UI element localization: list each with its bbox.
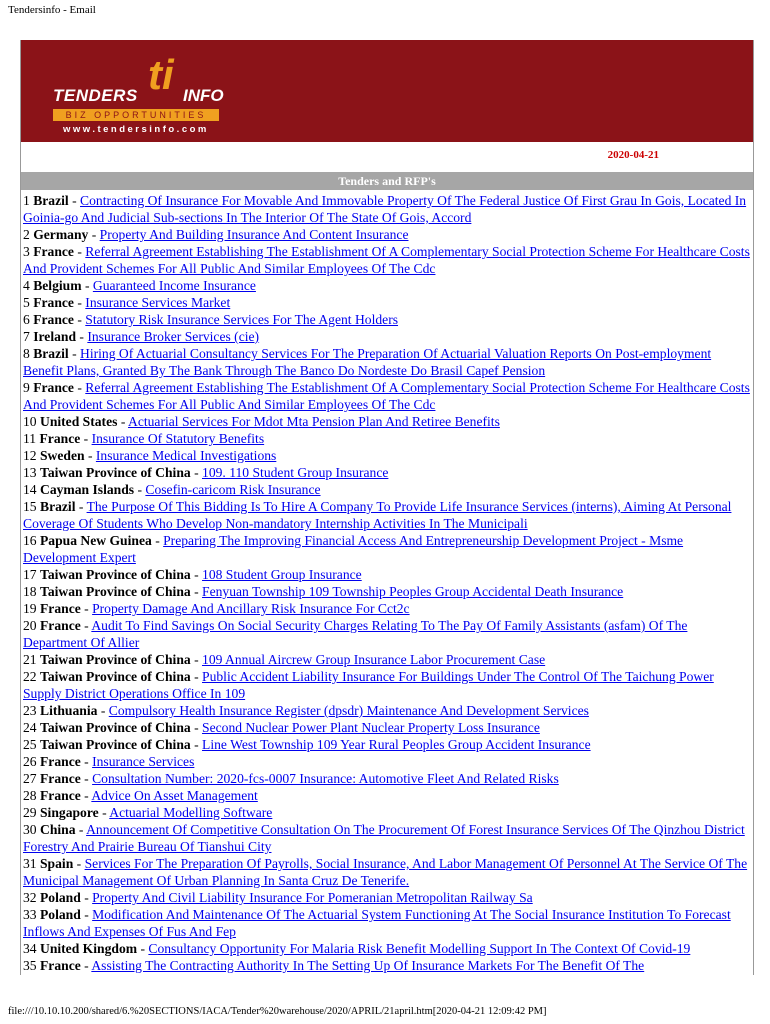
tender-country: France: [40, 771, 81, 786]
email-date: 2020-04-21: [607, 149, 659, 161]
tender-title-link[interactable]: Referral Agreement Establishing The Establishment Of A Complementary Social Protection Scheme For Healthcare Costs And Provident Schemes For All Public And Similar Employees Of The Cdc: [23, 244, 750, 276]
tender-title-link[interactable]: Insurance Broker Services (cie): [87, 329, 260, 344]
tender-country: Taiwan Province of China: [40, 720, 191, 735]
tender-number: 22: [23, 669, 37, 684]
tender-country: Papua New Guinea: [40, 533, 152, 548]
tender-item: 23 Lithuania - Compulsory Health Insurance Register (dpsdr) Maintenance And Development Services: [23, 703, 589, 718]
tender-number: 12: [23, 448, 37, 463]
tender-title-link[interactable]: Announcement Of Competitive Consultation On The Procurement Of Forest Insurance Services Of The Qinzhou District Forestry And Prairie Bureau Of Tianshui City: [23, 822, 745, 854]
tender-title-link[interactable]: Property Damage And Ancillary Risk Insurance For Cct2c: [92, 601, 410, 616]
tender-item: 19 France - Property Damage And Ancillary Risk Insurance For Cct2c: [23, 601, 410, 616]
tender-item: 4 Belgium - Guaranteed Income Insurance: [23, 278, 256, 293]
tender-country: Cayman Islands: [40, 482, 135, 497]
tender-title-link[interactable]: Statutory Risk Insurance Services For The Agent Holders: [85, 312, 399, 327]
tender-item: 33 Poland - Modification And Maintenance Of The Actuarial System Functioning At The Social Insurance Institution To Forecast Inflows And Expenses Of Fus And Fep: [23, 907, 731, 939]
tender-country: Taiwan Province of China: [40, 652, 191, 667]
tender-title-link[interactable]: Actuarial Services For Mdot Mta Pension Plan And Retiree Benefits: [128, 414, 500, 429]
tender-title-link[interactable]: 109. 110 Student Group Insurance: [202, 465, 389, 480]
tender-title-link[interactable]: Advice On Asset Management: [91, 788, 258, 803]
tender-item: 6 France - Statutory Risk Insurance Services For The Agent Holders: [23, 312, 399, 327]
tender-country: Lithuania: [40, 703, 98, 718]
tender-number: 32: [23, 890, 37, 905]
tender-country: Poland: [40, 890, 81, 905]
tender-country: Taiwan Province of China: [40, 584, 191, 599]
tender-title-link[interactable]: Guaranteed Income Insurance: [92, 278, 256, 293]
tender-number: 7: [23, 329, 30, 344]
tender-number: 31: [23, 856, 37, 871]
tender-number: 26: [23, 754, 37, 769]
tender-title-link[interactable]: Services For The Preparation Of Payrolls, Social Insurance, And Labor Management Of Personnel At The Service Of The Municipal Management Of Urban Planning In Santa Cruz De Tenerife.: [23, 856, 748, 888]
tender-item: 2 Germany - Property And Building Insurance And Content Insurance: [23, 227, 409, 242]
tender-title-link[interactable]: Assisting The Contracting Authority In The Setting Up Of Insurance Markets For The Benefit Of The: [91, 958, 645, 973]
tender-item: 25 Taiwan Province of China - Line West Township 109 Year Rural Peoples Group Accident Insurance: [23, 737, 591, 752]
tender-number: 5: [23, 295, 30, 310]
tender-number: 33: [23, 907, 37, 922]
tender-title-link[interactable]: Insurance Services Market: [85, 295, 231, 310]
tender-item: 28 France - Advice On Asset Management: [23, 788, 258, 803]
tender-country: France: [33, 380, 74, 395]
tender-number: 23: [23, 703, 37, 718]
tender-item: 14 Cayman Islands - Cosefin-caricom Risk Insurance: [23, 482, 321, 497]
tender-country: United Kingdom: [40, 941, 138, 956]
tender-number: 16: [23, 533, 37, 548]
tender-country: United States: [40, 414, 118, 429]
logo-tagline: BIZ OPPORTUNITIES: [53, 109, 219, 121]
tender-item: 5 France - Insurance Services Market: [23, 295, 231, 310]
tender-number: 14: [23, 482, 37, 497]
tender-item: 10 United States - Actuarial Services For Mdot Mta Pension Plan And Retiree Benefits: [23, 414, 500, 429]
tender-title-link[interactable]: Fenyuan Township 109 Township Peoples Group Accidental Death Insurance: [202, 584, 624, 599]
date-row: [21, 142, 753, 172]
tender-title-link[interactable]: Property And Building Insurance And Content Insurance: [99, 227, 409, 242]
tender-item: 30 China - Announcement Of Competitive Consultation On The Procurement Of Forest Insurance Services Of The Qinzhou District Forestry And Prairie Bureau Of Tianshui City: [23, 822, 745, 854]
tender-item: 34 United Kingdom - Consultancy Opportunity For Malaria Risk Benefit Modelling Support In The Context Of Covid-19: [23, 941, 691, 956]
tender-number: 35: [23, 958, 37, 973]
tender-country: France: [33, 295, 74, 310]
tender-list: [23, 192, 751, 974]
tender-country: France: [33, 244, 74, 259]
tender-country: Taiwan Province of China: [40, 465, 191, 480]
tender-title-link[interactable]: Contracting Of Insurance For Movable And Immovable Property Of The Federal Justice Of First Grau In Gois, Located In Goinia-go And Judicial Sub-sections In The Interior Of The State Of Gois, Accord: [23, 193, 747, 225]
tender-title-link[interactable]: Insurance Medical Investigations: [95, 448, 277, 463]
tendersinfo-logo[interactable]: [53, 48, 263, 138]
tender-title-link[interactable]: Consultation Number: 2020-fcs-0007 Insurance: Automotive Fleet And Related Risks: [92, 771, 559, 786]
tender-country: Brazil: [33, 193, 69, 208]
tender-number: 8: [23, 346, 30, 361]
tender-title-link[interactable]: Property And Civil Liability Insurance For Pomeranian Metropolitan Railway Sa: [92, 890, 533, 905]
tender-country: France: [40, 601, 81, 616]
tender-title-link[interactable]: 108 Student Group Insurance: [202, 567, 362, 582]
tender-number: 24: [23, 720, 37, 735]
tender-country: Brazil: [40, 499, 76, 514]
tender-number: 28: [23, 788, 37, 803]
tender-item: 13 Taiwan Province of China - 109. 110 Student Group Insurance: [23, 465, 389, 480]
tender-country: Brazil: [33, 346, 69, 361]
tender-number: 29: [23, 805, 37, 820]
tender-number: 18: [23, 584, 37, 599]
tender-item: 32 Poland - Property And Civil Liability Insurance For Pomeranian Metropolitan Railway Sa: [23, 890, 533, 905]
tender-item: 11 France - Insurance Of Statutory Benefits: [23, 431, 265, 446]
tender-number: 19: [23, 601, 37, 616]
tender-number: 1: [23, 193, 30, 208]
tender-country: Taiwan Province of China: [40, 669, 191, 684]
tender-number: 17: [23, 567, 37, 582]
tender-title-link[interactable]: Modification And Maintenance Of The Actuarial System Functioning At The Social Insurance Institution To Forecast Inflows And Expenses Of Fus And Fep: [23, 907, 731, 939]
tender-title-link[interactable]: Insurance Services: [92, 754, 195, 769]
tender-number: 27: [23, 771, 37, 786]
tender-item: 16 Papua New Guinea - Preparing The Improving Financial Access And Entrepreneurship Development Project - Msme Development Expert: [23, 533, 684, 565]
page-header: Tendersinfo - Email: [8, 4, 96, 16]
tender-number: 15: [23, 499, 37, 514]
header-banner: [21, 40, 753, 142]
tender-number: 13: [23, 465, 37, 480]
tender-title-link[interactable]: Consultancy Opportunity For Malaria Risk Benefit Modelling Support In The Context Of Covid-19: [148, 941, 691, 956]
tender-title-link[interactable]: Audit To Find Savings On Social Security Charges Relating To The Pay Of Family Assistants (asfam) Of The Department Of Allier: [23, 618, 688, 650]
tender-number: 6: [23, 312, 30, 327]
tender-number: 21: [23, 652, 37, 667]
tender-country: Poland: [40, 907, 81, 922]
logo-tenders-text: TENDERS: [53, 86, 138, 105]
tender-item: 18 Taiwan Province of China - Fenyuan Township 109 Township Peoples Group Accidental Death Insurance: [23, 584, 624, 599]
tender-number: 25: [23, 737, 37, 752]
logo-info-text: INFO: [183, 86, 224, 105]
tender-title-link[interactable]: Referral Agreement Establishing The Establishment Of A Complementary Social Protection Scheme For Healthcare Costs And Provident Schemes For All Public And Similar Employees Of The Cdc: [23, 380, 750, 412]
tender-country: Belgium: [33, 278, 82, 293]
tender-item: 22 Taiwan Province of China - Public Accident Liability Insurance For Buildings Under The Control Of The Taichung Power Supply District Operations Office In 109: [23, 669, 714, 701]
tender-title-link[interactable]: The Purpose Of This Bidding Is To Hire A Company To Provide Life Insurance Services (interns), Aiming At Personal Coverage Of Students Who Develop Non-mandatory Internship Activities In The Municipali: [23, 499, 732, 531]
tender-country: Spain: [40, 856, 74, 871]
tender-country: Ireland: [33, 329, 77, 344]
logo-url: www.tendersinfo.com: [63, 124, 209, 135]
tender-number: 11: [23, 431, 37, 446]
tender-item: 8 Brazil - Hiring Of Actuarial Consultancy Services For The Preparation Of Actuarial Valuation Reports On Post-employment Benefit Plans, Granted By The Bank Through The Banco Do Nordeste Do Brasil Capef Pension: [23, 346, 712, 378]
tender-title-link[interactable]: Actuarial Modelling Software: [109, 805, 273, 820]
tender-number: 4: [23, 278, 30, 293]
tender-country: France: [40, 754, 81, 769]
tender-item: 24 Taiwan Province of China - Second Nuclear Power Plant Nuclear Property Loss Insurance: [23, 720, 540, 735]
tender-title-link[interactable]: Insurance Of Statutory Benefits: [91, 431, 265, 446]
section-title: Tenders and RFP's: [21, 172, 753, 190]
tender-country: Germany: [33, 227, 89, 242]
tender-title-link[interactable]: Line West Township 109 Year Rural Peoples Group Accident Insurance: [202, 737, 591, 752]
tender-title-link[interactable]: 109 Annual Aircrew Group Insurance Labor Procurement Case: [202, 652, 546, 667]
tender-item: 21 Taiwan Province of China - 109 Annual Aircrew Group Insurance Labor Procurement Case: [23, 652, 546, 667]
tender-item: 31 Spain - Services For The Preparation Of Payrolls, Social Insurance, And Labor Management Of Personnel At The Service Of The Municipal Management Of Urban Planning In Santa Cruz De Tenerife.: [23, 856, 748, 888]
tender-country: France: [40, 618, 81, 633]
tender-country: France: [40, 958, 81, 973]
tender-number: 20: [23, 618, 37, 633]
email-frame: [20, 40, 754, 975]
tender-number: 34: [23, 941, 37, 956]
tender-item: 12 Sweden - Insurance Medical Investigations: [23, 448, 277, 463]
tender-country: Singapore: [40, 805, 99, 820]
tender-country: France: [33, 312, 74, 327]
tender-item: 17 Taiwan Province of China - 108 Student Group Insurance: [23, 567, 362, 582]
tender-item: 26 France - Insurance Services: [23, 754, 195, 769]
tender-country: China: [40, 822, 76, 837]
tender-number: 2: [23, 227, 30, 242]
tender-country: Taiwan Province of China: [40, 567, 191, 582]
tender-country: France: [40, 788, 81, 803]
tender-country: Sweden: [40, 448, 85, 463]
tender-title-link[interactable]: Compulsory Health Insurance Register (dpsdr) Maintenance And Development Services: [108, 703, 589, 718]
tender-item: 27 France - Consultation Number: 2020-fcs-0007 Insurance: Automotive Fleet And Related Risks: [23, 771, 559, 786]
logo-ti-mark: ti: [148, 51, 174, 98]
tender-number: 9: [23, 380, 30, 395]
tender-title-link[interactable]: Public Accident Liability Insurance For Buildings Under The Control Of The Taichung Power Supply District Operations Office In 109: [23, 669, 714, 701]
tender-item: 1 Brazil - Contracting Of Insurance For Movable And Immovable Property Of The Federal Justice Of First Grau In Gois, Located In Goinia-go And Judicial Sub-sections In The Interior Of The State Of Gois, Accord: [23, 193, 747, 225]
tender-number: 10: [23, 414, 37, 429]
tender-title-link[interactable]: Hiring Of Actuarial Consultancy Services For The Preparation Of Actuarial Valuation Reports On Post-employment Benefit Plans, Granted By The Bank Through The Banco Do Nordeste Do Brasil Capef Pension: [23, 346, 712, 378]
tender-item: 15 Brazil - The Purpose Of This Bidding Is To Hire A Company To Provide Life Insurance Services (interns), Aiming At Personal Coverage Of Students Who Develop Non-mandatory Internship Activities In The Municipali: [23, 499, 732, 531]
tender-country: Taiwan Province of China: [40, 737, 191, 752]
tender-item: 3 France - Referral Agreement Establishing The Establishment Of A Complementary Social Protection Scheme For Healthcare Costs And Provident Schemes For All Public And Similar Employees Of The Cdc: [23, 244, 750, 276]
tender-number: 3: [23, 244, 30, 259]
tender-title-link[interactable]: Cosefin-caricom Risk Insurance: [145, 482, 321, 497]
tender-number: 30: [23, 822, 37, 837]
tender-item: 9 France - Referral Agreement Establishing The Establishment Of A Complementary Social Protection Scheme For Healthcare Costs And Provident Schemes For All Public And Similar Employees Of The Cdc: [23, 380, 750, 412]
tender-country: France: [39, 431, 81, 446]
page-footer: file:///10.10.10.200/shared/6.%20SECTIONS/IACA/Tender%20warehouse/2020/APRIL/21april.htm[2020-04-21 12:09:42 PM]: [8, 1006, 547, 1017]
tender-title-link[interactable]: Second Nuclear Power Plant Nuclear Property Loss Insurance: [202, 720, 540, 735]
tender-title-link[interactable]: Preparing The Improving Financial Access And Entrepreneurship Development Project - Msme Development Expert: [23, 533, 684, 565]
tender-item: 20 France - Audit To Find Savings On Social Security Charges Relating To The Pay Of Family Assistants (asfam) Of The Department Of Allier: [23, 618, 688, 650]
tender-item: 29 Singapore - Actuarial Modelling Software: [23, 805, 273, 820]
tender-item: 7 Ireland - Insurance Broker Services (cie): [23, 329, 260, 344]
tender-item: 35 France - Assisting The Contracting Authority In The Setting Up Of Insurance Markets For The Benefit Of The: [23, 958, 645, 973]
